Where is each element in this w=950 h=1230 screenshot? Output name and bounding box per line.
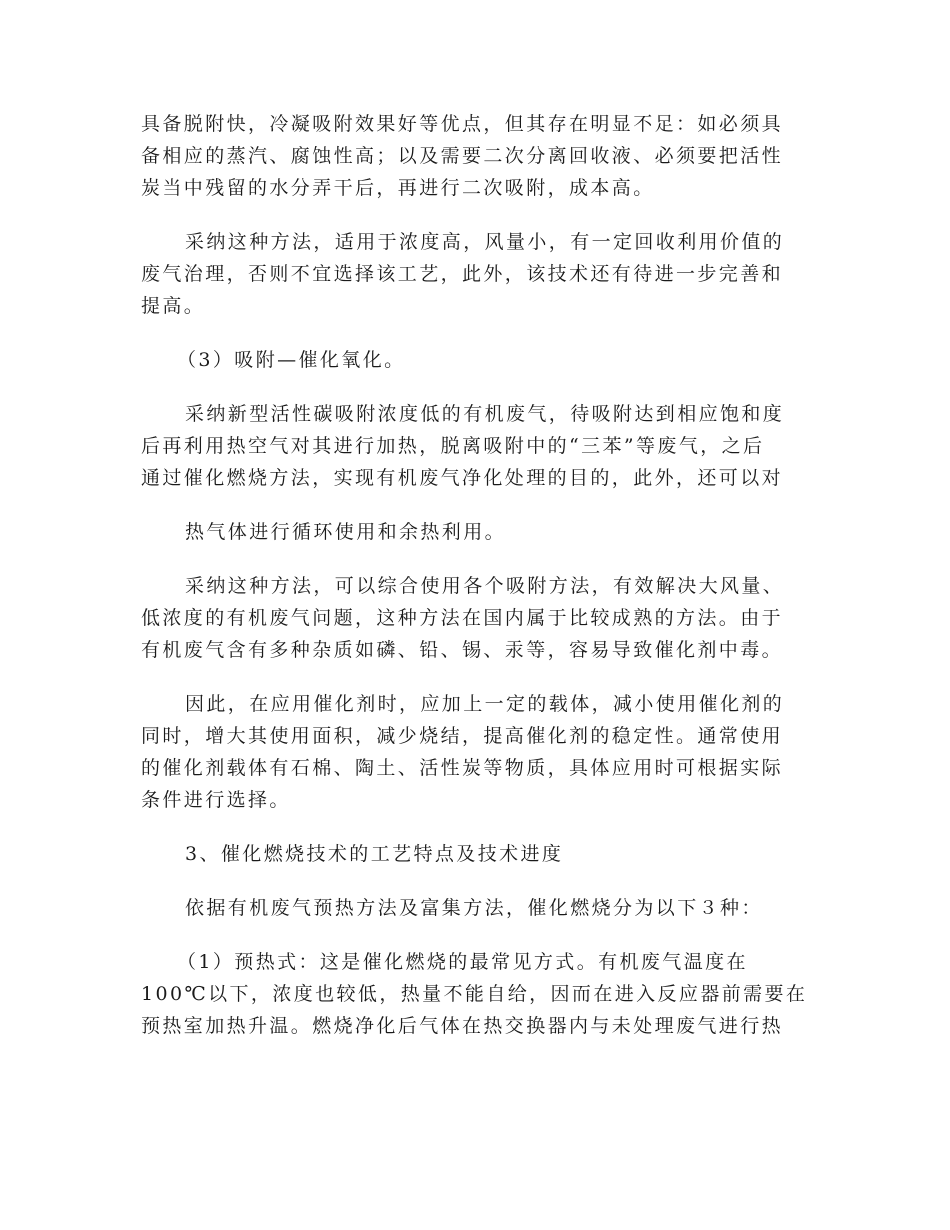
paragraph-3-heading (141, 344, 811, 376)
text-line: 有机废气含有多种杂质如磷、铅、锡、汞等，容易导致催化剂中毒。 (141, 639, 784, 661)
text-line: 因此，在应用催化剂时，应加上一定的载体，减小使用催化剂的 (185, 693, 785, 715)
text-line: 后再利用热空气对其进行加热，脱离吸附中的“三苯”等废气，之后 (141, 435, 765, 457)
text-line: 采纳这种方法，适用于浓度高，风量小，有一定回收利用价值的 (185, 231, 785, 253)
text-line: 依据有机废气预热方法及富集方法，催化燃烧分为以下３种： (185, 897, 763, 919)
text-line: 通过催化燃烧方法，实现有机废气净化处理的目的，此外，还可以对 (141, 467, 784, 489)
paragraph-10 (141, 946, 811, 1042)
section-heading (141, 838, 811, 870)
text-line: 采纳新型活性碳吸附浓度低的有机废气，待吸附达到相应饱和度 (185, 403, 785, 425)
text-line: 炭当中残留的水分弄干后，再进行二次吸附，成本高。 (141, 177, 655, 199)
text-line: 3、催化燃烧技术的工艺特点及技术进度 (185, 843, 564, 865)
text-line: 低浓度的有机废气问题，这种方法在国内属于比较成熟的方法。由于 (141, 607, 784, 629)
text-line: 预热室加热升温。燃烧净化后气体在热交换器内与未处理废气进行热 (141, 1015, 784, 1037)
text-line: 同时，增大其使用面积，减少烧结，提高催化剂的稳定性。通常使用 (141, 725, 784, 747)
text-line: （3）吸附—催化氧化。 (177, 349, 406, 371)
text-line: 的催化剂载体有石棉、陶土、活性炭等物质，具体应用时可根据实际 (141, 757, 784, 779)
paragraph-1 (141, 108, 811, 204)
text-line: 100℃以下，浓度也较低，热量不能自给，因而在进入反应器前需要在 (141, 983, 808, 1005)
paragraph-9 (141, 892, 811, 924)
paragraph-6 (141, 570, 811, 666)
text-line: 热气体进行循环使用和余热利用。 (185, 521, 507, 543)
paragraph-4 (141, 398, 811, 494)
text-line: 提高。 (141, 295, 206, 317)
text-line: （1）预热式：这是催化燃烧的最常见方式。有机废气温度在 (177, 951, 748, 973)
text-line: 条件进行选择。 (141, 789, 291, 811)
paragraph-7 (141, 688, 811, 816)
document-body (141, 108, 811, 1042)
text-line: 备相应的蒸汽、腐蚀性高；以及需要二次分离回收液、必须要把活性 (141, 145, 784, 167)
text-line: 废气治理，否则不宜选择该工艺，此外，该技术还有待进一步完善和 (141, 263, 784, 285)
text-line: 具备脱附快，冷凝吸附效果好等优点，但其存在明显不足：如必须具 (141, 113, 784, 135)
paragraph-5 (141, 516, 811, 548)
text-line: 采纳这种方法，可以综合使用各个吸附方法，有效解决大风量、 (185, 575, 785, 597)
paragraph-2 (141, 226, 811, 322)
